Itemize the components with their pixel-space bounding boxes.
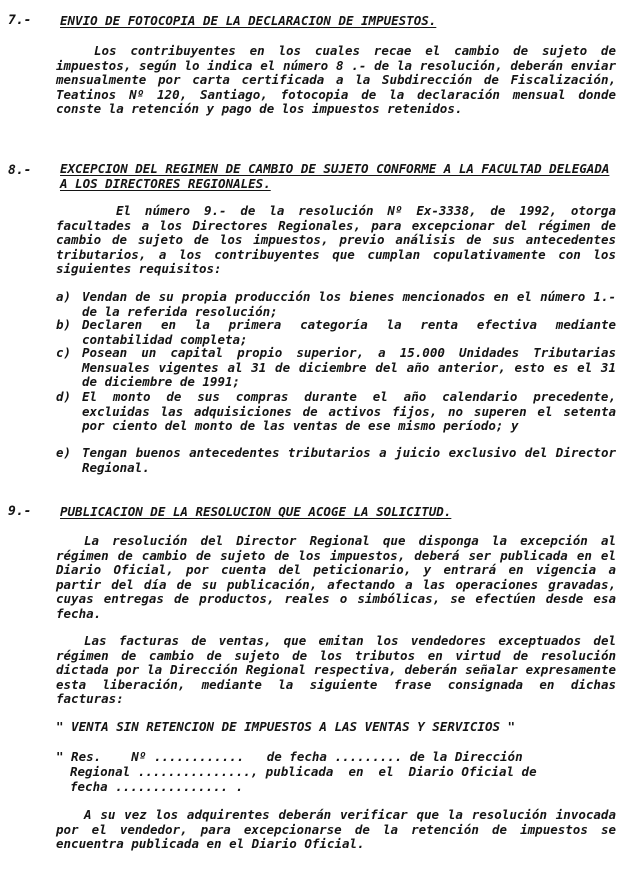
section-9-heading: PUBLICACION DE LA RESOLUCION QUE ACOGE LA SOLICITUD.	[60, 504, 452, 519]
requirement-label: e)	[56, 445, 72, 460]
requirement-text: Vendan de su propia producción los bienes mencionados en el número 1.- de la referida resolución;	[82, 289, 616, 319]
requirement-text: Posean un capital propio superior, a 15.000 Unidades Tributarias Mensuales vigentes al 31 de diciembre del año anterior, esto es el 31 de diciembre de 1991;	[82, 345, 616, 389]
section-7-paragraph: Los contribuyentes en los cuales recae el cambio de sujeto de impuestos, según lo indica el número 8 .- de la resolución, deberán enviar mensualmente por carta certificada a la Subdirección de Fiscalización, Teatinos Nº 120, Santiago, fotocopia de la declaración mensual donde conste la retención y pago de los impuestos retenidos.	[56, 43, 616, 116]
invoice-phrase: " VENTA SIN RETENCION DE IMPUESTOS A LAS VENTAS Y SERVICIOS "	[56, 719, 516, 734]
section-7-heading: ENVIO DE FOTOCOPIA DE LA DECLARACION DE IMPUESTOS.	[60, 13, 437, 28]
section-9-number: 9.-	[8, 504, 32, 519]
requirement-label: c)	[56, 345, 72, 360]
requirement-text: Declaren en la primera categoría la renta efectiva mediante contabilidad completa;	[82, 317, 616, 347]
section-9-paragraph-1: La resolución del Director Regional que disponga la excepción al régimen de cambio de sujeto de los impuestos, deberá ser publicada en el Diario Oficial, por cuenta del peticionario, y entrará en vigencia a partir del día de su publicación, afectando a las operaciones gravadas, cuyas entregas de productos, reales o simbólicas, se efectúen desde esa fecha.	[56, 533, 616, 621]
section-8-paragraph: El número 9.- de la resolución Nº Ex-3338, de 1992, otorga facultades a los Directores Regionales, para excepcionar del régimen de cambio de sujeto de los impuestos, previo análisis de sus antecedentes tributarios, a los contribuyentes que cumplan copulativamente con los siguientes requisitos:	[56, 203, 616, 276]
form-line-3: fecha ............... .	[70, 779, 244, 794]
section-7-number: 7.-	[8, 13, 32, 28]
section-9-paragraph-2: Las facturas de ventas, que emitan los vendedores exceptuados del régimen de cambio de sujeto de los tributos en virtud de resolución dictada por la Dirección Regional respectiva, deberán señalar expresamente esta liberación, mediante la siguiente frase consignada en dichas facturas:	[56, 633, 616, 706]
requirement-text: El monto de sus compras durante el año calendario precedente, excluidas las adquisiciones de activos fijos, no superen el setenta por ciento del monto de las ventas de ese mismo período; y	[82, 389, 616, 433]
section-8-number: 8.-	[8, 163, 32, 178]
requirement-label: a)	[56, 289, 72, 304]
form-line-1: " Res. Nº ............ de fecha ......... de la Dirección	[56, 749, 523, 764]
section-8-heading: EXCEPCION DEL REGIMEN DE CAMBIO DE SUJETO CONFORME A LA FACULTAD DELEGADA A LOS DIRECTORES REGIONALES.	[60, 161, 610, 191]
form-line-2: Regional ..............., publicada en el Diario Oficial de	[70, 764, 537, 779]
requirement-text: Tengan buenos antecedentes tributarios a juicio exclusivo del Director Regional.	[82, 445, 616, 475]
requirement-label: d)	[56, 389, 72, 404]
section-9-paragraph-3: A su vez los adquirentes deberán verificar que la resolución invocada por el vendedor, para excepcionarse de la retención de impuestos se encuentra publicada en el Diario Oficial.	[56, 807, 616, 851]
requirement-label: b)	[56, 317, 72, 332]
